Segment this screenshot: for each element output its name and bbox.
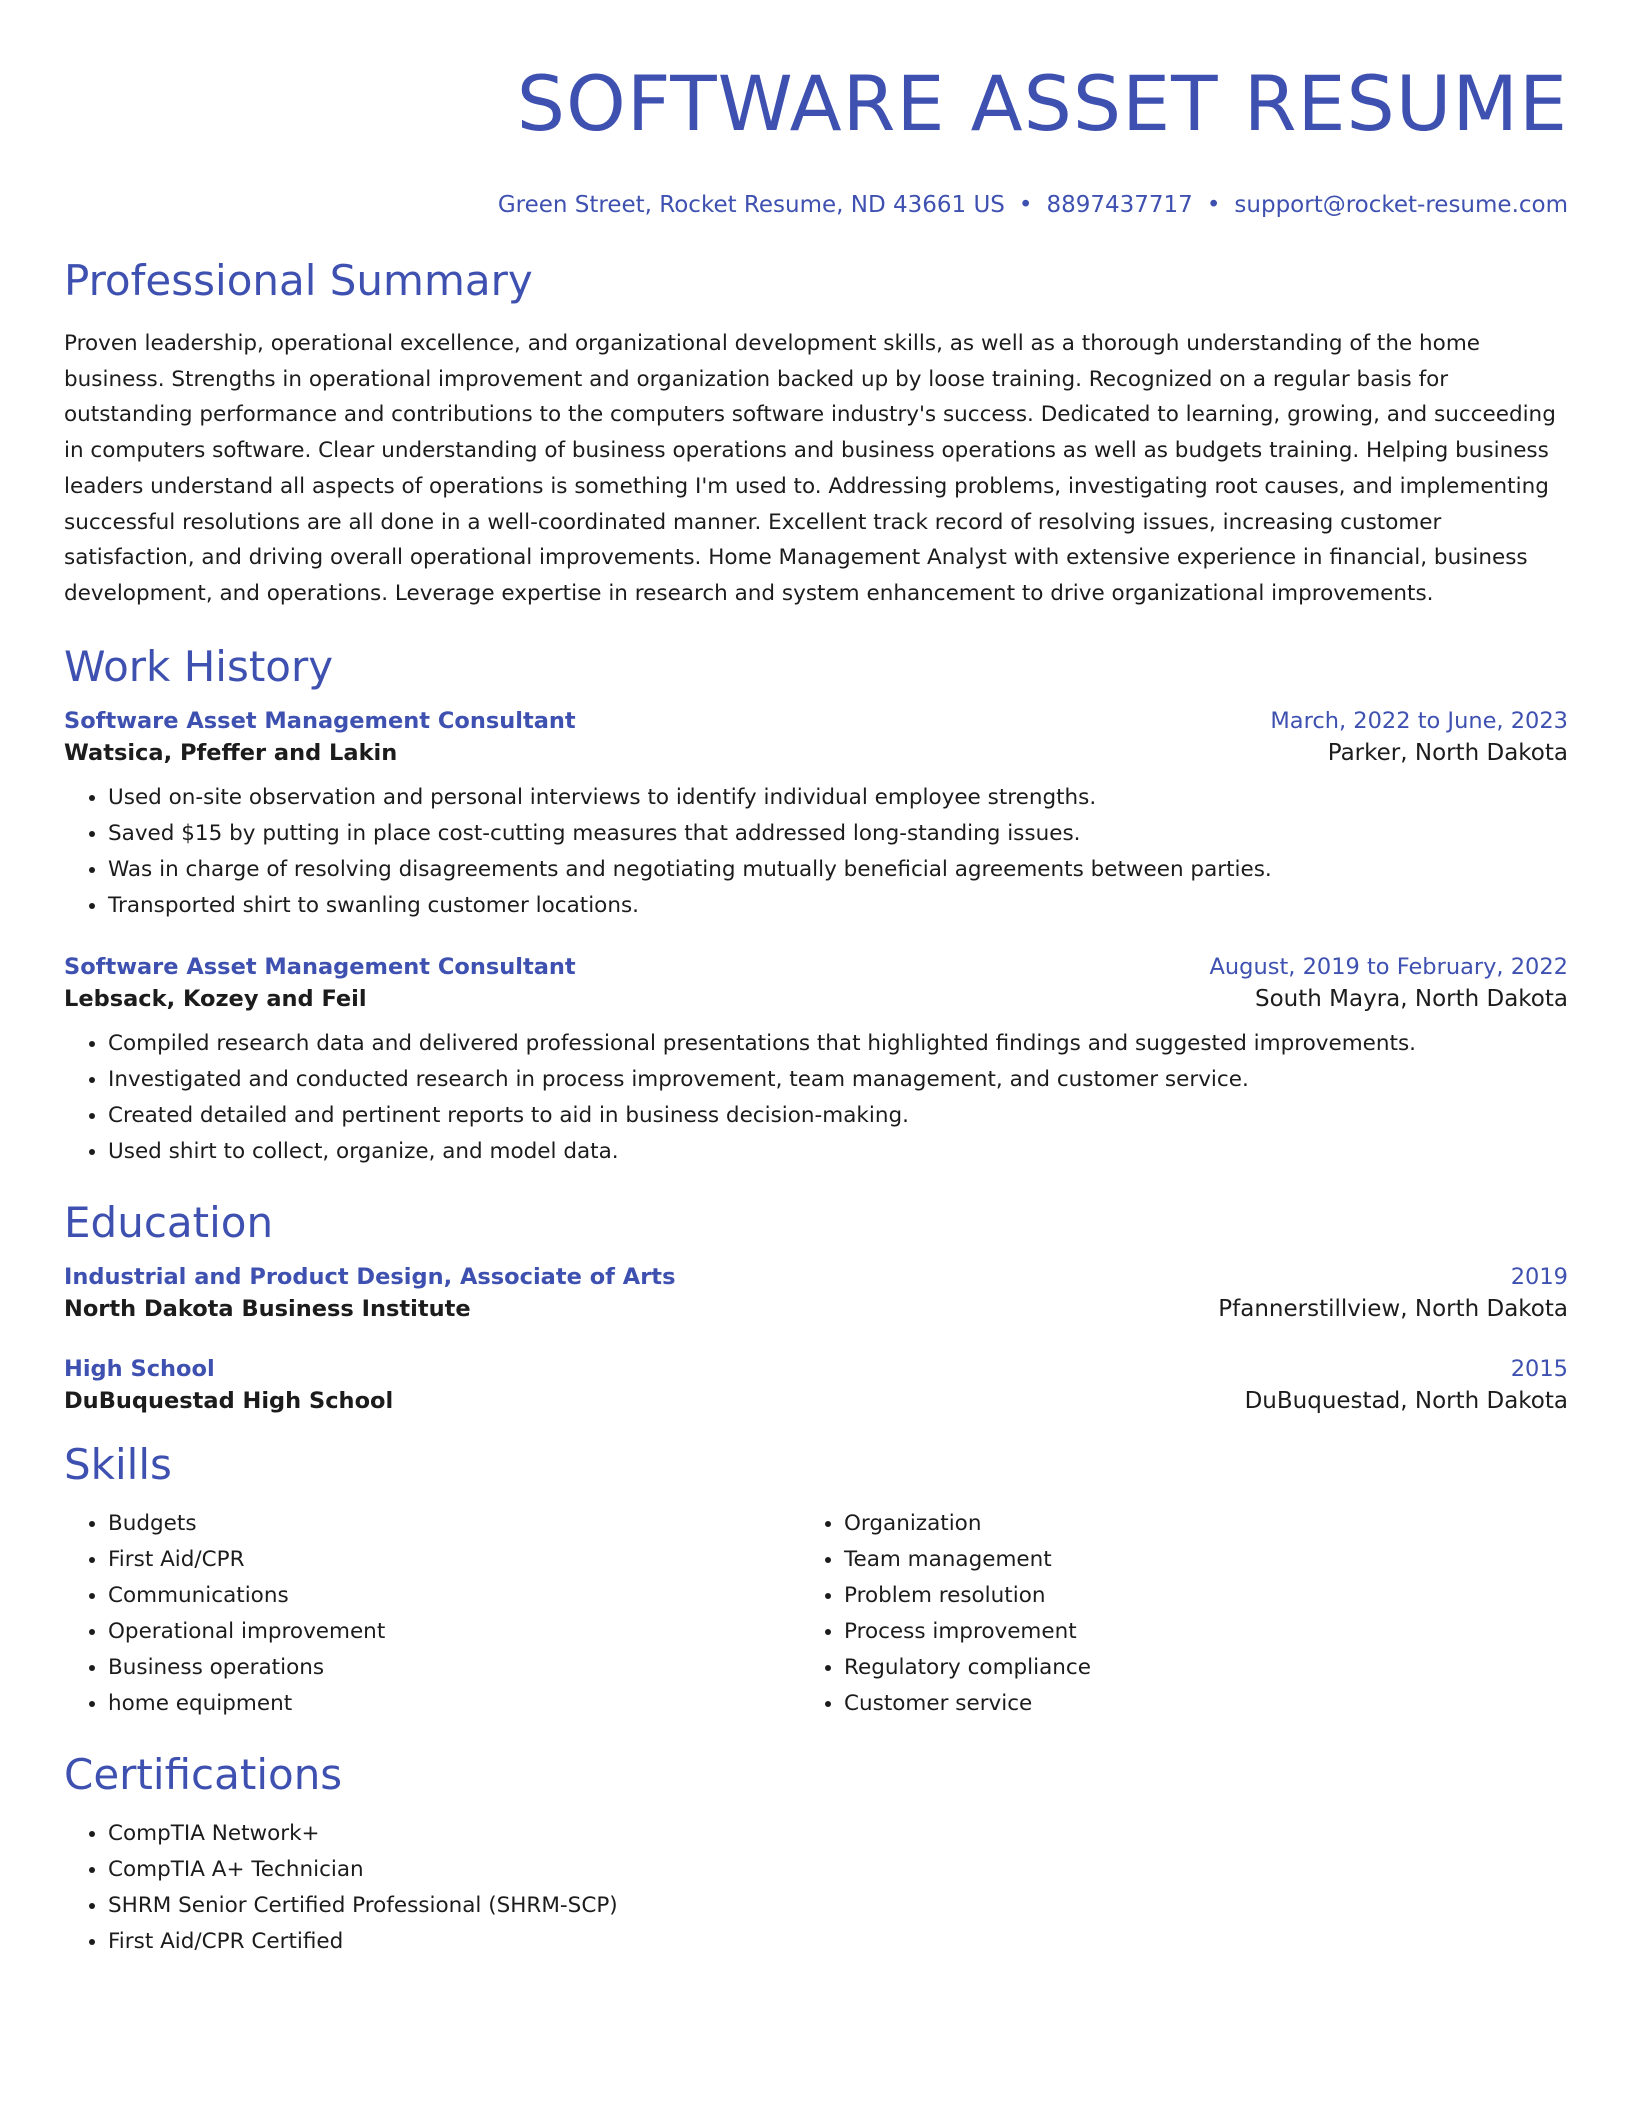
contact-email[interactable]: support@rocket-resume.com bbox=[1234, 192, 1568, 218]
job-entry bbox=[64, 708, 1568, 924]
list-item: • Was in charge of resolving disagreements and negotiating mutually beneficial agreements between parties. bbox=[108, 852, 1568, 888]
job-header bbox=[64, 708, 1568, 734]
separator-dot: • bbox=[1018, 192, 1033, 218]
company-name: Lebsack, Kozey and Feil bbox=[64, 985, 367, 1012]
list-item: • Compiled research data and delivered professional presentations that highlighted findings and suggested improvements. bbox=[108, 1026, 1568, 1062]
job-title: Software Asset Management Consultant bbox=[64, 953, 576, 980]
school-name: North Dakota Business Institute bbox=[64, 1295, 471, 1322]
certification-item: • SHRM Senior Certified Professional (SHRM-SCP) bbox=[108, 1888, 1568, 1924]
list-item: • Used shirt to collect, organize, and model data. bbox=[108, 1134, 1568, 1170]
skills-grid bbox=[64, 1506, 1568, 1722]
education-header bbox=[64, 1356, 1568, 1382]
certification-item: • CompTIA Network+ bbox=[108, 1816, 1568, 1852]
company-name: Watsica, Pfeffer and Lakin bbox=[64, 739, 398, 766]
skill-item: • First Aid/CPR bbox=[108, 1542, 800, 1578]
job-bullets bbox=[64, 780, 1568, 924]
skills-list bbox=[64, 1506, 800, 1722]
job-location: South Mayra, North Dakota bbox=[1254, 985, 1568, 1012]
certification-item: • First Aid/CPR Certified bbox=[108, 1924, 1568, 1960]
section-title-certifications: Certifications bbox=[64, 1749, 343, 1799]
school-name: DuBuquestad High School bbox=[64, 1387, 394, 1414]
certification-item: • CompTIA A+ Technician bbox=[108, 1852, 1568, 1888]
graduation-year: 2019 bbox=[1510, 1263, 1568, 1290]
skill-item: • Team management bbox=[844, 1542, 1536, 1578]
job-header bbox=[64, 954, 1568, 980]
school-location: Pfannerstillview, North Dakota bbox=[1218, 1295, 1568, 1322]
education-entry bbox=[64, 1356, 1568, 1414]
section-title-summary: Professional Summary bbox=[64, 256, 533, 305]
skill-item: • Problem resolution bbox=[844, 1578, 1536, 1614]
list-item: • Created detailed and pertinent reports to aid in business decision-making. bbox=[108, 1098, 1568, 1134]
job-title: Software Asset Management Consultant bbox=[64, 707, 576, 734]
resume-name: SOFTWARE ASSET RESUME bbox=[516, 59, 1568, 148]
summary-text: Proven leadership, operational excellence, and organizational development skills, as well as a thorough understanding of the home business. Strengths in operational improvement and organization backed up by loose training. Recognized on a regular basis for outstanding performance and contributions to the computers software industry's success. Dedicated to learning, growing, and succeeding in computers software. Clear understanding of business operations and business operations as well as budgets training. Helping business leaders understand all aspects of operations is something I'm used to. Addressing problems, investigating root causes, and implementing successful resolutions are all done in a well-coordinated manner. Excellent track record of resolving issues, increasing customer satisfaction, and driving overall operational improvements. Home Management Analyst with extensive experience in financial, business development, and operations. Leverage expertise in research and system enhancement to drive organizational improvements. bbox=[64, 331, 1556, 606]
contact-phone: 8897437717 bbox=[1046, 192, 1193, 218]
skills-column-right bbox=[800, 1506, 1536, 1722]
degree-name: Industrial and Product Design, Associate of Arts bbox=[64, 1263, 676, 1290]
graduation-year: 2015 bbox=[1510, 1355, 1568, 1382]
skill-item: • Regulatory compliance bbox=[844, 1650, 1536, 1686]
section-title-work: Work History bbox=[64, 641, 334, 691]
list-item: • Saved $15 by putting in place cost-cutting measures that addressed long-standing issues. bbox=[108, 816, 1568, 852]
job-bullets bbox=[64, 1026, 1568, 1170]
section-title-education: Education bbox=[64, 1197, 274, 1247]
skill-item: • Budgets bbox=[108, 1506, 800, 1542]
job-dates: March, 2022 to June, 2023 bbox=[1270, 707, 1568, 734]
skill-item: • Operational improvement bbox=[108, 1614, 800, 1650]
education-entry bbox=[64, 1264, 1568, 1322]
certifications-list bbox=[64, 1816, 1568, 1960]
list-item: • Investigated and conducted research in process improvement, team management, and customer service. bbox=[108, 1062, 1568, 1098]
degree-name: High School bbox=[64, 1355, 215, 1382]
separator-dot: • bbox=[1206, 192, 1221, 218]
contact-address: Green Street, Rocket Resume, ND 43661 US bbox=[497, 192, 1005, 218]
job-subheader bbox=[64, 740, 1568, 766]
skills-list bbox=[800, 1506, 1536, 1722]
list-item: • Used on-site observation and personal interviews to identify individual employee strengths. bbox=[108, 780, 1568, 816]
skill-item: • Customer service bbox=[844, 1686, 1536, 1722]
skills-column-left bbox=[64, 1506, 800, 1722]
education-subheader bbox=[64, 1296, 1568, 1322]
skill-item: • Organization bbox=[844, 1506, 1536, 1542]
school-location: DuBuquestad, North Dakota bbox=[1244, 1387, 1568, 1414]
skill-item: • home equipment bbox=[108, 1686, 800, 1722]
list-item: • Transported shirt to swanling customer locations. bbox=[108, 888, 1568, 924]
section-title-skills: Skills bbox=[64, 1439, 172, 1489]
skill-item: • Business operations bbox=[108, 1650, 800, 1686]
contact-line bbox=[64, 190, 1568, 220]
skill-item: • Communications bbox=[108, 1578, 800, 1614]
job-subheader bbox=[64, 986, 1568, 1012]
job-location: Parker, North Dakota bbox=[1327, 739, 1568, 766]
skill-item: • Process improvement bbox=[844, 1614, 1536, 1650]
job-entry bbox=[64, 954, 1568, 1170]
education-subheader bbox=[64, 1388, 1568, 1414]
education-header bbox=[64, 1264, 1568, 1290]
job-dates: August, 2019 to February, 2022 bbox=[1209, 953, 1568, 980]
